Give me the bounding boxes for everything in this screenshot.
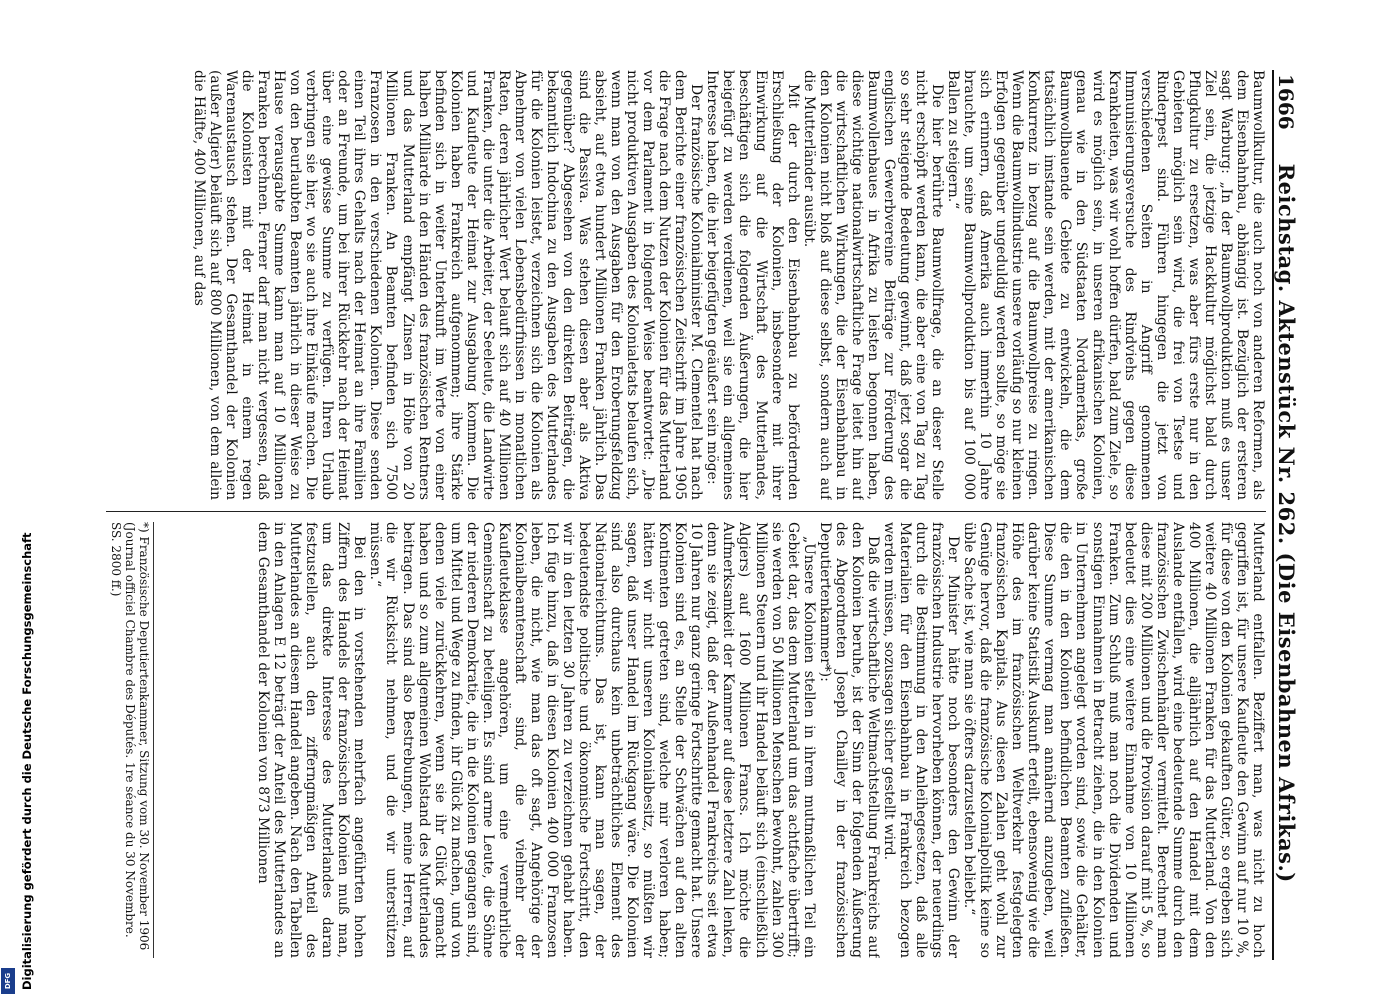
- credit-text: Digitalisierung gefördert durch die Deutsche Forschungsgemeinschaft: [20, 532, 34, 990]
- paragraph: „Unsere Kolonien stellen in ihrem mutmaßlichen Teil ein Gebiet dar, das dem Mutterland um das achtfache übertrifft; sie werden von 50 Millionen Menschen bewohnt, zahlen 300 Millionen Steuern und ihr Handel beläuft sich (einschließlich Algiers) auf 1600 Millionen Francs. Ich möchte die Aufmerksamkeit der Kammer auf diese letztere Zahl lenken, denn sie zeigt, daß der Außenhandel Frankreichs seit etwa 10 Jahren nur ganz geringe Fortschritte gemacht hat. Unsere Kolonien sind es, an Stelle der Schwächen auf den alten Kontinenten getreten sind, welche mir verloren haben; hätten wir nicht unseren Kolonialbesitz, so müßten wir sagen, daß unser Handel im Rückgang wäre. Die Kolonien sind also durchaus kein unbeträchtliches Element des Nationalreichtums. Das ist, kann man sagen, der bedeutendste politische und ökonomische Fortschritt, den wir in den letzten 30 Jahren zu verzeichnen gehabt haben. Ich füge hinzu, daß in diesen Kolonien 400 000 Franzosen leben, die nicht, wie man das oft sagt, Angehörige der Kolonialbeamtenschaft sind, die vielmehr der Kaufleuteklasse angehören, um eine vermehrliche Gemeinschaft zu beteiligen. Es sind arme Leute, die Söhne der niederen Demokratie, die in die Kolonien gegangen sind, um Mittel und Wege zu finden, ihr Glück zu machen, und von denen viele zurückkehren, wenn sie ihr Glück gemacht haben und so zum allgemeinen Wohlstand des Mutterlandes beitragen. Das sind also Bestrebungen, meine Herren, auf die wir Rücksicht nehmen, und die wir unterstützen müssen.“: [367, 522, 817, 958]
- page-number: 1666: [1274, 74, 1298, 130]
- scanned-page: [65, 70, 1310, 960]
- paragraph: Mit der durch den Eisenbahnbau zu befördernden Erschließung der Kolonien, insbesondere mit ihrer Einwirkung auf die Wirtschaft des Mutterlandes, beschäftigen sich die folgenden Äußerungen, die hier beigefügt zu werden verdienen, weil sie ein allgemeines Interesse haben, die hier beigefügten geäußert sein möge:: [704, 70, 801, 500]
- left-text-column: [76, 70, 1266, 500]
- paragraph: Bei den in vorstehenden mehrfach angeführten hohen Ziffern des Handels der französischen Kolonien muß man, um das direkte Interesse des Mutterlandes daran festzustellen, auch den zifferngmäßigen Anteil des Mutterlandes an diesem Handel angeben. Nach den Tabellen in den Anlagen E 12 beträgt der Anteil des Mutterlandes an dem Gesamthandel der Kolonien von 873 Millionen: [255, 522, 368, 958]
- digitization-credit: [0, 532, 34, 1000]
- paragraph: Der Minister hätte noch besonders den Gewinn der französischen Industrie hervorheben können, der neuerdings durch die Bestimmung in den Anleihegesetzen, daß alle Materialien für den Eisenbahnbau in Frankreich bezogen werden müssen, sozusagen sicher gestellt wird.: [880, 522, 962, 958]
- paragraph: Mutterland entfallen. Beziffert man, was nicht zu hoch gegriffen ist, für unsere Kaufleute den Gewinn auf nur 10 %, für diese von den Kolonien gekauften Güter, so ergeben sich weitere 40 Millionen Franken für das Mutterland. Von den 400 Millionen, die alljährlich auf den Handel mit dem Auslande entfallen, wird eine bedeutende Summe durch den französischen Zwischenhändler vermittelt. Berechnet man diese mit 200 Millionen und die Provision darauf mit 5 %, so bedeutet dies eine weitere Einnahme von 10 Millionen Franken. Zum Schluß muß man noch die Dividenden und sonstigen Einnahmen in Betracht ziehen, die in den Kolonien in Unternehmen angelegt worden sind, sowie die Gehälter, die den in den Kolonien befindlichen Beamten zufließen. Diese Summe vermag man annähernd anzugeben, weil darüber keine Statistik Auskunft erteilt, ebensowenig wie die Höhe des im französischen Weltverkehr festgelegten französischen Kapitals. Aus diesen Zahlen geht wohl zur Genüge hervor, daß die französische Kolonialpolitik keine so üble Sache ist, wie man sie öfters darzustellen beliebt.“: [961, 522, 1266, 958]
- footnote: *) Französische Deputiertenkammer, Sitzung vom 30. November 1906 (Journal officiel Chambre des Députés. 1re séance du 30 Novembre. SS. 2800 ff.): [109, 522, 154, 958]
- running-title: Reichstag. Aktenstück Nr. 262. (Die Eisenbahnen Afrikas.): [1274, 163, 1299, 883]
- paragraph: Daß die wirtschaftliche Weltmachtstellung Frankreichs auf den Kolonien beruhe, ist der Sinn der folgenden Äußerung des Abgeordneten Joseph Chailley in der französischen Deputiertenkammer*):: [816, 522, 881, 958]
- column-divider: [106, 511, 1266, 512]
- paragraph: Die hier berührte Baumwollfrage, die an dieser Stelle nicht erschöpft werden kann, die aber eine von Tag zu Tag so sehr steigende Bedeutung gewinnt, daß jetzt sogar die englischen Gewerbvereine Beiträge zur Förderung des Baumwollenbaues in Afrika zu leisten begonnen haben, diese wichtige nationalwirtschaftliche Frage leitet hin auf die wirtschaftlichen Wirkungen, die der Eisenbahnbau in den Kolonien nicht bloß auf diese selbst, sondern auch auf die Mutterländer ausübt.: [800, 70, 946, 500]
- right-text-column: [76, 522, 1266, 958]
- paragraph: Der französische Kolonialminister M. Clementel hat nach dem Berichte einer französischen Zeitschrift im Jahre 1905 die Frage nach dem Nutzen der Kolonien für das Mutterland vor dem Parlament in folgender Weise beantwortet: „Die nicht produktiven Ausgaben des Kolonialetats belaufen sich, wenn man von den Ausgaben für den Eroberungsfeldzug absieht, auf etwa hundert Millionen Franken jährlich. Das sind die Passiva. Was stehen diesen aber als Aktiva gegenüber? Abgesehen von den direkten Beiträgen, die bekanntlich Indochina zu den Ausgaben des Mutterlandes für die Kolonien leistet, verzeichnen sich die Kolonien als Abnehmer von vielen Lebensbedürfnissen in monatlichen Raten, deren jährlicher Wert belauft sich auf 40 Millionen Franken, die unter die Arbeiter, der Seeleute, die Landwirte und Kaufleute der Heimat zur Ausgabung kommen. Die Kolonien haben Frankreich aufgenommen; ihre Stärke befinden sich in weiter Unterkunft im Werte von einer halben Milliarde in den Händen des französischen Rentners und das Mutterland empfängt Zinsen in Höhe von 20 Millionen Franken. An Beamten befinden sich 7500 Franzosen in den verschiedenen Kolonien. Diese senden einen Teil ihres Gehalts nach der Heimat an ihre Familien oder an Freunde, um bei ihrer Rückkehr nach der Heimat über eine gewisse Summe zu verfügen. Ihren Urlaub verbringen sie hier, wo sie auch ihre Einkäufe machen. Die von den beurlaubten Beamten jährlich in dieser Weise zu Hause verausgabte Summe kann man auf 10 Millionen Franken berechnen. Ferner darf man nicht vergessen, daß die Kolonisten mit der Heimat in einem regen Warenaustausch stehen. Der Gesamthandel der Kolonien (außer Algier) beläuft sich auf 800 Millionen, von dem allein die Hälfte, 400 Millionen, auf das: [190, 70, 705, 500]
- page-header: [1272, 70, 1310, 960]
- logo-label: DFG: [4, 972, 12, 990]
- paragraph: Baumwollkultur, die auch noch von anderen Reformen, als dem Eisenbahnbau, abhängig ist. Bezüglich der ersteren sagt Warburg: „In der Baumwollproduktion muß es unser Ziel sein, die jetzige Hackkultur möglichst bald durch Pflugkultur zu ersetzen, was aber fürs erste nur in den Gebieten möglich sein wird, die frei von Tsetse und Rinderpest sind. Führen hingegen die jetzt von verschiedenen Seiten in Angriff genommenen Immunisierungsversuche des Rindviehs gegen diese Krankheiten, was wir wohl hoffen dürfen, bald zum Ziele, so wird es möglich sein, in unseren afrikanischen Kolonien, genau wie in den Südstaaten Nordamerikas, große Baumwollbauende Gebiete zu entwickeln, die dem tatsächlich imstande sein werden, mit der amerikanischen Konkurrenz in bezug auf die Baumwollpreise zu ringen. Wenn die Baumwollindustrie unsere vorläufig so nur kleinen Erfolgen gegenüber ungeduldig werden sollte, so möge sie sich erinnern, daß Amerika auch immerhin 10 Jahre brauchte, um seine Baumwollproduktion bis auf 100 000 Ballen zu steigern.“: [945, 70, 1266, 500]
- dfg-logo: [1, 968, 15, 994]
